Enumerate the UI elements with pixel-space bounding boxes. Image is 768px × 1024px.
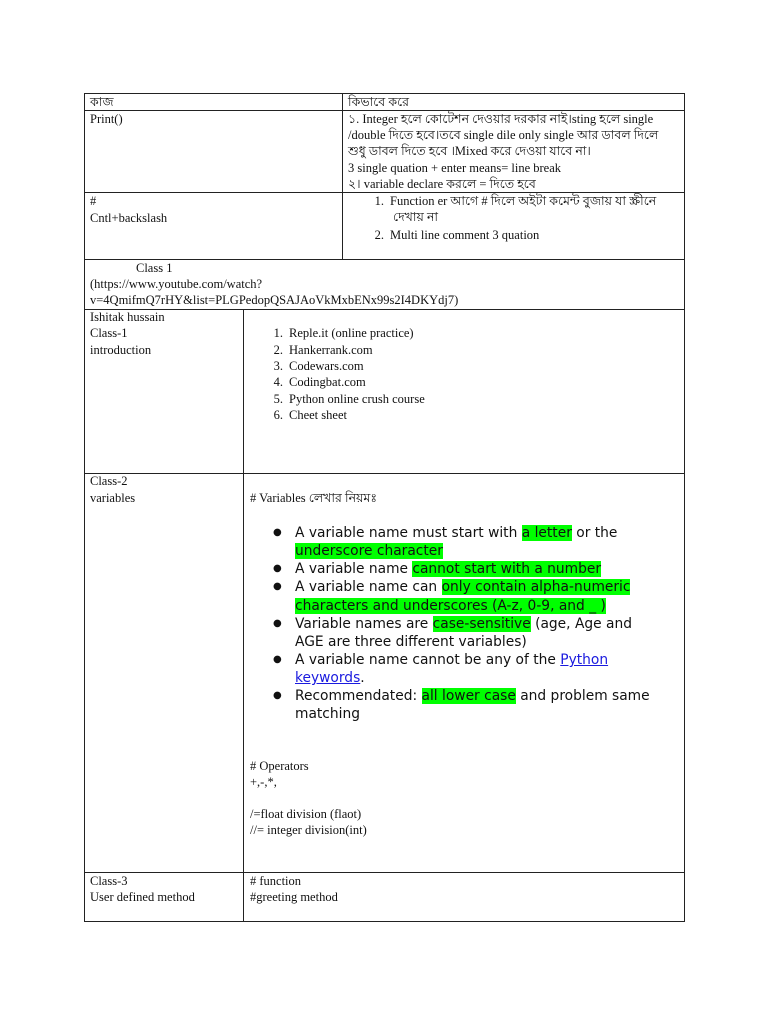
class2-label: Class-2 <box>90 474 128 488</box>
header-how-label: কিভাবে করে <box>348 95 410 109</box>
class2-topic: variables <box>90 491 136 505</box>
variables-heading: # Variables লেখার নিয়মঃ <box>250 491 378 505</box>
function-heading: # function <box>250 874 302 888</box>
rule-4-text: Variable names are <box>295 616 433 632</box>
resource-item-3 <box>265 358 364 375</box>
operators-list: +,-,*, <box>250 775 277 789</box>
rule-1-text-end: or the <box>571 525 618 541</box>
comment-item-2 <box>366 227 539 244</box>
resource-item-3-number: 3. <box>273 359 283 373</box>
resource-item-6-text: Cheet sheet <box>289 408 347 422</box>
class1-topic: introduction <box>90 343 152 357</box>
rule-3-highlight: only contain alpha-numeric <box>441 579 631 595</box>
bullet-icon: ● <box>273 618 282 629</box>
resource-item-2-text: Hankerrank.com <box>289 343 373 357</box>
class2-left-cell <box>84 473 244 873</box>
rule-4-text-end: (age, Age and <box>530 616 632 632</box>
resource-item-2 <box>265 342 373 359</box>
resource-item-1-number: 1. <box>273 326 283 340</box>
rule-6-text: Recommendated: <box>295 688 422 704</box>
bullet-icon: ● <box>273 654 282 665</box>
comment-item-1 <box>366 193 656 210</box>
resource-item-4-text: Codingbat.com <box>289 375 366 389</box>
resource-item-5 <box>265 391 425 408</box>
variable-rule-5 <box>273 651 609 669</box>
rule-1-text: A variable name must start with <box>295 525 522 541</box>
rule-4-highlight: case-sensitive <box>432 616 531 632</box>
comment-item-1-text: Function er আগে # দিলে অইটা কমেন্ট বুজায় যা স্ক্রীনে <box>390 194 657 208</box>
int-division-note: //= integer division(int) <box>250 823 367 837</box>
python-keywords-link-line2[interactable]: keywords <box>295 670 361 686</box>
resource-item-2-number: 2. <box>273 343 283 357</box>
resource-item-6 <box>265 407 347 424</box>
resource-item-1 <box>265 325 414 342</box>
bullet-icon: ● <box>273 563 282 574</box>
python-keywords-link[interactable]: Python <box>560 652 609 668</box>
class3-topic: User defined method <box>90 890 195 904</box>
variable-rule-4 <box>273 615 632 633</box>
bullet-icon: ● <box>273 690 282 701</box>
rule-3-text: A variable name can <box>295 579 442 595</box>
variable-rule-4-line2: AGE are three different variables) <box>295 634 527 650</box>
variable-rule-6 <box>273 687 650 705</box>
print-line-4: 3 single quation + enter means= line break <box>348 161 561 175</box>
print-line-3: শুধু ডাবল দিতে হবে ।Mixed করে দেওয়া যাবে না। <box>348 144 591 158</box>
header-task-label: কাজ <box>90 95 114 109</box>
print-line-2: /double দিতে হবে।তবে single dile only single আর ডাবল দিলে <box>348 128 659 142</box>
rule-1-highlight: a letter <box>521 525 572 541</box>
class-link-url-1: (https://www.youtube.com/watch? <box>90 277 263 291</box>
resource-item-4-number: 4. <box>273 375 283 389</box>
bullet-icon: ● <box>273 581 282 592</box>
comment-item-1-number: 1. <box>374 194 384 208</box>
comment-task-shortcut: Cntl+backslash <box>90 211 168 225</box>
rule-2-text: A variable name <box>295 561 413 577</box>
comment-item-2-number: 2. <box>374 228 384 242</box>
class1-author: Ishitak hussain <box>90 310 165 324</box>
variable-rule-1-line2 <box>295 542 443 560</box>
class3-label: Class-3 <box>90 874 128 888</box>
greeting-method-note: #greeting method <box>250 890 338 904</box>
rule-5-text: A variable name cannot be any of the <box>295 652 561 668</box>
comment-item-1-line2: দেখায় না <box>393 210 439 224</box>
variable-rule-6-line2: matching <box>295 706 360 722</box>
rule-2-highlight: cannot start with a number <box>412 561 602 577</box>
variable-rule-3-line2 <box>295 597 606 615</box>
variable-rule-5-line2 <box>295 669 365 687</box>
operators-heading: # Operators <box>250 759 309 773</box>
class-link-title: Class 1 <box>136 261 173 275</box>
print-line-5: ২। variable declare করলে = দিতে হবে <box>348 177 536 191</box>
rule-3-highlight-line2: characters and underscores (A-z, 0-9, and _ ) <box>295 598 606 614</box>
resource-item-5-number: 5. <box>273 392 283 406</box>
resource-item-6-number: 6. <box>273 408 283 422</box>
float-division-note: /=float division (flaot) <box>250 807 362 821</box>
print-task-cell <box>84 110 343 193</box>
resource-item-1-text: Reple.it (online practice) <box>289 326 414 340</box>
comment-task-hash: # <box>90 194 97 208</box>
resource-item-3-text: Codewars.com <box>289 359 364 373</box>
class1-label: Class-1 <box>90 326 128 340</box>
bullet-icon: ● <box>273 527 282 538</box>
variable-rule-1 <box>273 524 618 542</box>
rule-6-highlight: all lower case <box>421 688 516 704</box>
header-cell-task <box>84 93 343 111</box>
rule-6-text-end: and problem same <box>515 688 650 704</box>
variable-rule-3 <box>273 578 631 596</box>
print-line-1: ১. Integer হলে কোটেশন দেওয়ার দরকার নাই।sting হলে single <box>348 112 654 126</box>
rule-1-highlight-line2: underscore character <box>295 543 443 559</box>
resource-item-4 <box>265 374 366 391</box>
class-link-url-2: v=4QmifmQ7rHY&list=PLGPedopQSAJAoVkMxbENx99s2I4DKYdj7) <box>90 293 459 307</box>
print-task-text: Print() <box>90 112 123 126</box>
comment-item-2-text: Multi line comment 3 quation <box>390 228 540 242</box>
resource-item-5-text: Python online crush course <box>289 392 425 406</box>
variable-rule-2 <box>273 560 602 578</box>
rule-5-period: . <box>360 670 365 686</box>
